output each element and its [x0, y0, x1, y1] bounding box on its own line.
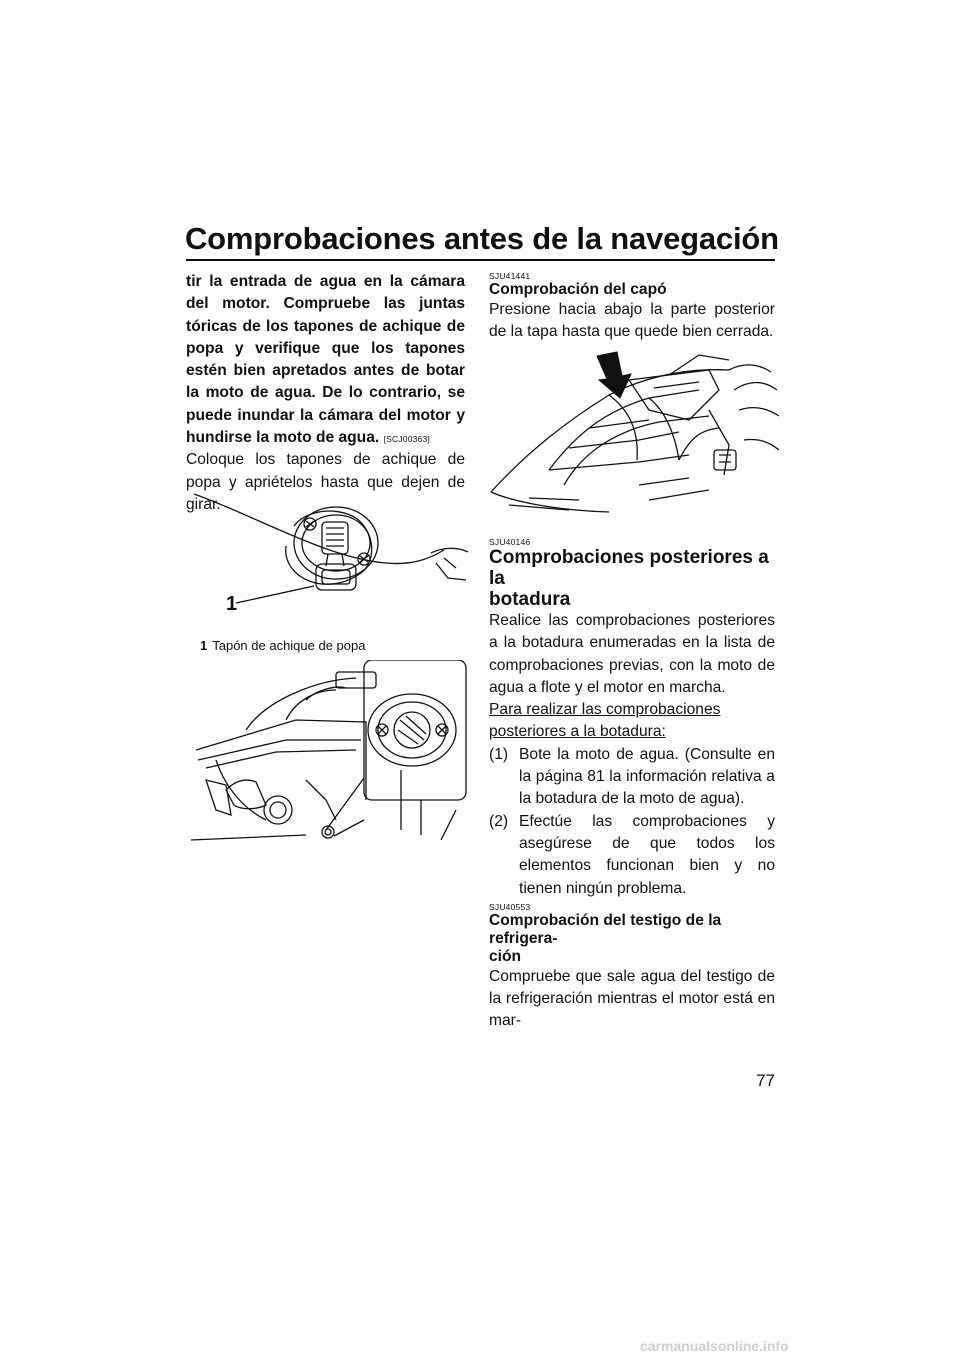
stern-figure — [186, 660, 471, 850]
section-body-post-launch: Realice las comprobaciones posteriores a la botadura enumeradas en la lista de comprobaciones previas, con la moto de agua a flote y el motor en marcha. — [489, 612, 775, 696]
figure-caption — [200, 638, 365, 654]
section-code: SJU41441 — [489, 271, 531, 281]
section-code: SJU40146 — [489, 537, 531, 547]
section-code: SJU40553 — [489, 901, 531, 912]
step-text: Bote la moto de agua. (Consulte en la página 81 la información relativa a la botadura de la moto de agua). — [519, 745, 775, 808]
section-title-cooling-2: ción — [489, 947, 522, 965]
step-text: Efectúe las comprobaciones y asegúrese de que todos los elementos funcionan bien y no tienen ningún problema. — [519, 812, 775, 897]
section-title-post-launch-1: Comprobaciones posteriores a la — [489, 547, 769, 589]
right-column-top — [489, 271, 775, 344]
caption-number: 1 — [200, 638, 208, 653]
warning-text — [186, 271, 465, 449]
page-title: Comprobaciones antes de la navegación — [185, 221, 779, 256]
section-title-post-launch-2: botadura — [489, 589, 571, 610]
subheading-post-launch: Para realizar las comprobaciones posteriores a la botadura: — [489, 701, 721, 741]
section-body-cooling: Compruebe que sale agua del testigo de la refrigeración mientras el motor está en mar- — [489, 967, 775, 1030]
left-column — [186, 271, 465, 516]
section-body-capo: Presione hacia abajo la parte posterior de la tapa hasta que quede bien cerrada. — [489, 301, 775, 341]
watermark: carmanualsonline.info — [640, 1338, 789, 1354]
section-title-cooling-1: Comprobación del testigo de la refrigera- — [489, 911, 722, 947]
step-number: (2) — [489, 812, 509, 830]
warning-code: [SCJ00363] — [383, 434, 430, 445]
step-number: (1) — [489, 745, 509, 763]
section-title-capo: Comprobación del capó — [489, 281, 667, 298]
step-item — [489, 811, 775, 900]
warning-bold: tir la entrada de agua en la cámara del motor. Compruebe las juntas tóricas de los tapones de achique de popa y verifique que los tapones estén bien apretados antes de botar la moto de agua. De lo contrario, se puede inundar la cámara del motor y hundirse la moto de agua. — [186, 273, 465, 447]
figure-callout-1: 1 — [226, 593, 238, 615]
caption-text: Tapón de achique de popa — [212, 638, 366, 653]
right-column-bottom — [489, 537, 775, 1033]
step-item — [489, 744, 775, 811]
header-rule — [186, 259, 775, 261]
page-number: 77 — [756, 1071, 775, 1090]
hood-figure — [489, 350, 779, 515]
drain-plug-instructions: Coloque los tapones de achique de popa y apriételos hasta que dejen de girar. — [186, 451, 465, 513]
